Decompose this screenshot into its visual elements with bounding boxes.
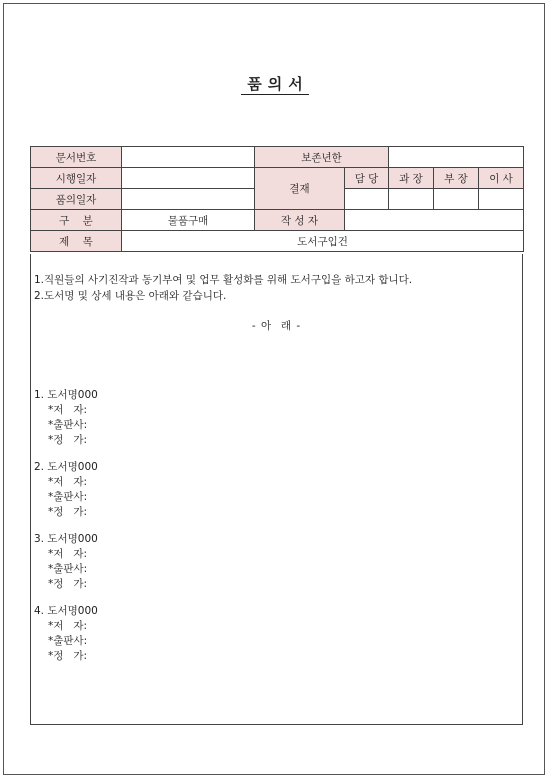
book-author: *저 자: — [48, 620, 88, 632]
subject-label: 제 목 — [31, 231, 122, 252]
content-box — [30, 254, 523, 725]
signature-box-director[interactable] — [479, 189, 524, 210]
approval-form-table — [30, 146, 524, 252]
book-title: 4. 도서명000 — [34, 605, 98, 617]
request-date-field[interactable] — [122, 189, 255, 210]
book-publisher: *출판사: — [48, 563, 88, 575]
approval-label: 결재 — [255, 168, 345, 210]
author-label: 작 성 자 — [255, 210, 345, 231]
signature-box-dept-head[interactable] — [434, 189, 479, 210]
signature-box-manager[interactable] — [345, 189, 389, 210]
approver-header-manager: 담 당 — [345, 168, 389, 189]
intro-text — [34, 272, 412, 304]
signature-box-section-chief[interactable] — [389, 189, 434, 210]
book-author: *저 자: — [48, 476, 88, 488]
intro-line: 1.직원들의 사기진작과 동기부여 및 업무 활성화를 위해 도서구입을 하고자 합니다. — [34, 274, 413, 286]
doc-number-label: 문서번호 — [31, 147, 122, 168]
document-title: 품의서 — [0, 73, 550, 94]
book-author: *저 자: — [48, 404, 88, 416]
category-label: 구 분 — [31, 210, 122, 231]
intro-line: 2.도서명 및 상세 내용은 아래와 같습니다. — [34, 290, 227, 302]
book-entry — [34, 388, 98, 448]
book-price: *정 가: — [48, 578, 88, 590]
request-date-label: 품의일자 — [31, 189, 122, 210]
book-price: *정 가: — [48, 650, 88, 662]
book-title: 3. 도서명000 — [34, 533, 98, 545]
approver-header-section-chief: 과 장 — [389, 168, 434, 189]
retention-label: 보존년한 — [255, 147, 389, 168]
book-author: *저 자: — [48, 548, 88, 560]
book-title: 2. 도서명000 — [34, 461, 98, 473]
doc-number-field[interactable] — [122, 147, 255, 168]
book-title: 1. 도서명000 — [34, 389, 98, 401]
book-price: *정 가: — [48, 506, 88, 518]
book-publisher: *출판사: — [48, 419, 88, 431]
book-entry — [34, 604, 98, 664]
book-entry — [34, 460, 98, 520]
enforce-date-label: 시행일자 — [31, 168, 122, 189]
book-entry — [34, 532, 98, 592]
category-field[interactable]: 물품구매 — [122, 210, 255, 231]
approver-header-director: 이 사 — [479, 168, 524, 189]
book-publisher: *출판사: — [48, 491, 88, 503]
subject-field[interactable]: 도서구입건 — [122, 231, 524, 252]
notice-heading: - 아 래 - — [251, 320, 302, 332]
approver-header-dept-head: 부 장 — [434, 168, 479, 189]
book-publisher: *출판사: — [48, 635, 88, 647]
retention-field[interactable] — [389, 147, 524, 168]
enforce-date-field[interactable] — [122, 168, 255, 189]
author-field[interactable] — [345, 210, 524, 231]
book-price: *정 가: — [48, 434, 88, 446]
